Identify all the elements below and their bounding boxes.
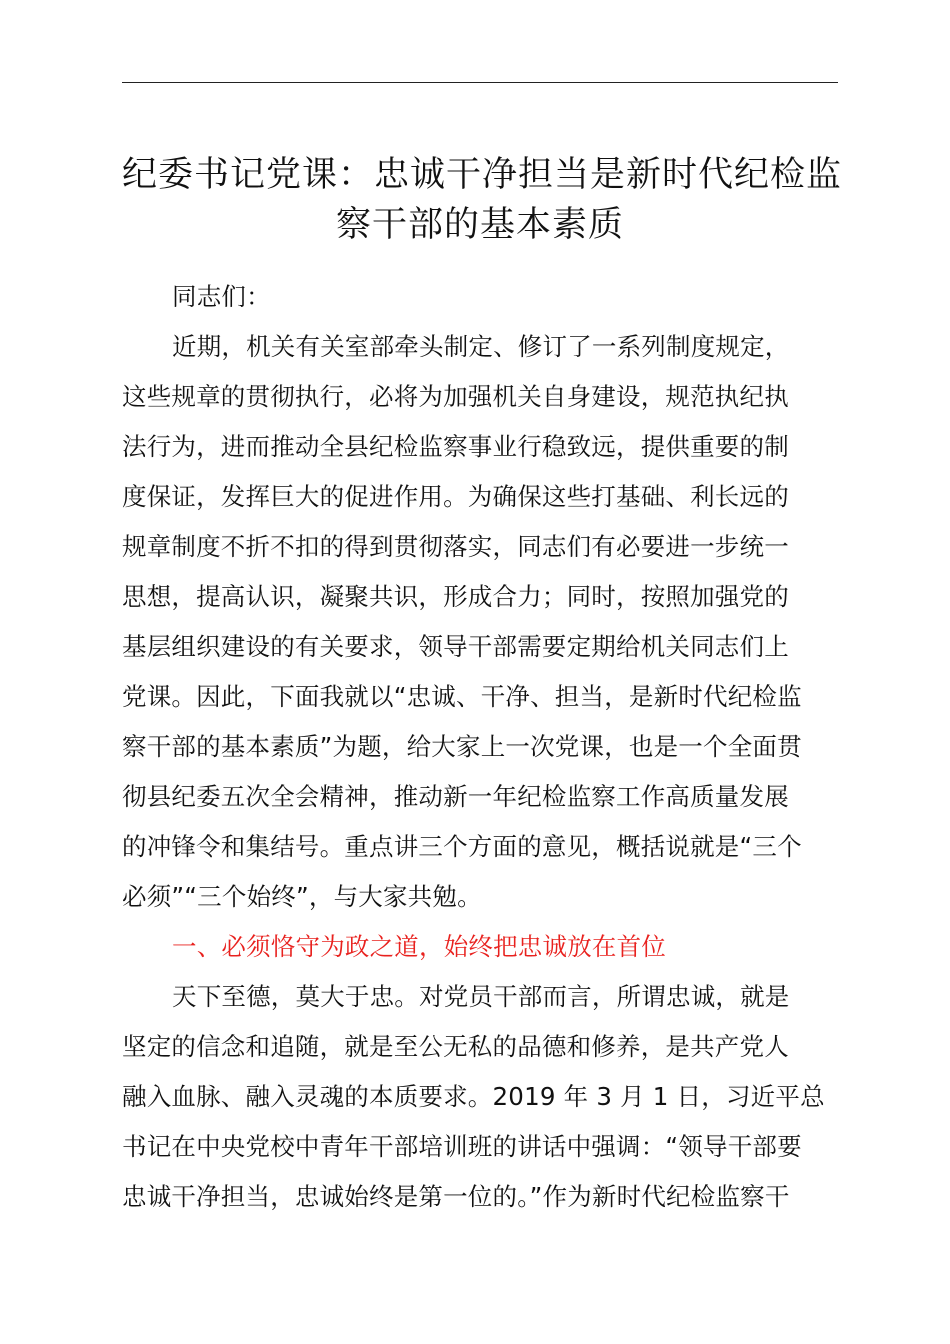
paragraph-line: 的冲锋令和集结号。重点讲三个方面的意见，概括说就是“三个	[122, 832, 802, 861]
paragraph-line: 书记在中央党校中青年干部培训班的讲话中强调：“领导干部要	[122, 1132, 802, 1161]
paragraph-line: 思想，提高认识，凝聚共识，形成合力；同时，按照加强党的	[122, 582, 789, 611]
paragraph-line: 党课。因此，下面我就以“忠诚、干净、担当，是新时代纪检监	[122, 682, 802, 711]
document-body	[122, 272, 838, 1222]
section-1-heading: 一、必须恪守为政之道，始终把忠诚放在首位	[172, 932, 666, 961]
paragraph-line: 彻县纪委五次全会精神，推动新一年纪检监察工作高质量发展	[122, 782, 789, 811]
title-line-1: 纪委书记党课：忠诚干净担当是新时代纪检监	[122, 155, 843, 195]
paragraph-line: 天下至德，莫大于忠。对党员干部而言，所谓忠诚，就是	[172, 982, 790, 1011]
paragraph-line: 法行为，进而推动全县纪检监察事业行稳致远，提供重要的制	[122, 432, 789, 461]
paragraph-line: 规章制度不折不扣的得到贯彻落实，同志们有必要进一步统一	[122, 532, 789, 561]
paragraph-1	[122, 322, 838, 922]
paragraph-line: 融入血脉、融入灵魂的本质要求。2019 年 3 月 1 日，习近平总	[122, 1082, 825, 1111]
document-title	[122, 150, 843, 250]
paragraph-line: 这些规章的贯彻执行，必将为加强机关自身建设，规范执纪执	[122, 382, 789, 411]
paragraph-line: 坚定的信念和追随，就是至公无私的品德和修养，是共产党人	[122, 1032, 789, 1061]
paragraph-line: 必须”“三个始终”，与大家共勉。	[122, 882, 482, 911]
header-divider	[122, 82, 838, 83]
paragraph-2	[122, 972, 838, 1222]
paragraph-line: 度保证，发挥巨大的促进作用。为确保这些打基础、利长远的	[122, 482, 789, 511]
paragraph-line: 基层组织建设的有关要求，领导干部需要定期给机关同志们上	[122, 632, 789, 661]
paragraph-line: 察干部的基本素质”为题，给大家上一次党课，也是一个全面贯	[122, 732, 802, 761]
title-line-2: 察干部的基本素质	[335, 205, 624, 245]
paragraph-line: 近期，机关有关室部牵头制定、修订了一系列制度规定，	[172, 332, 790, 361]
salutation: 同志们：	[172, 282, 271, 311]
paragraph-line: 忠诚干净担当，忠诚始终是第一位的。”作为新时代纪检监察干	[122, 1182, 790, 1211]
